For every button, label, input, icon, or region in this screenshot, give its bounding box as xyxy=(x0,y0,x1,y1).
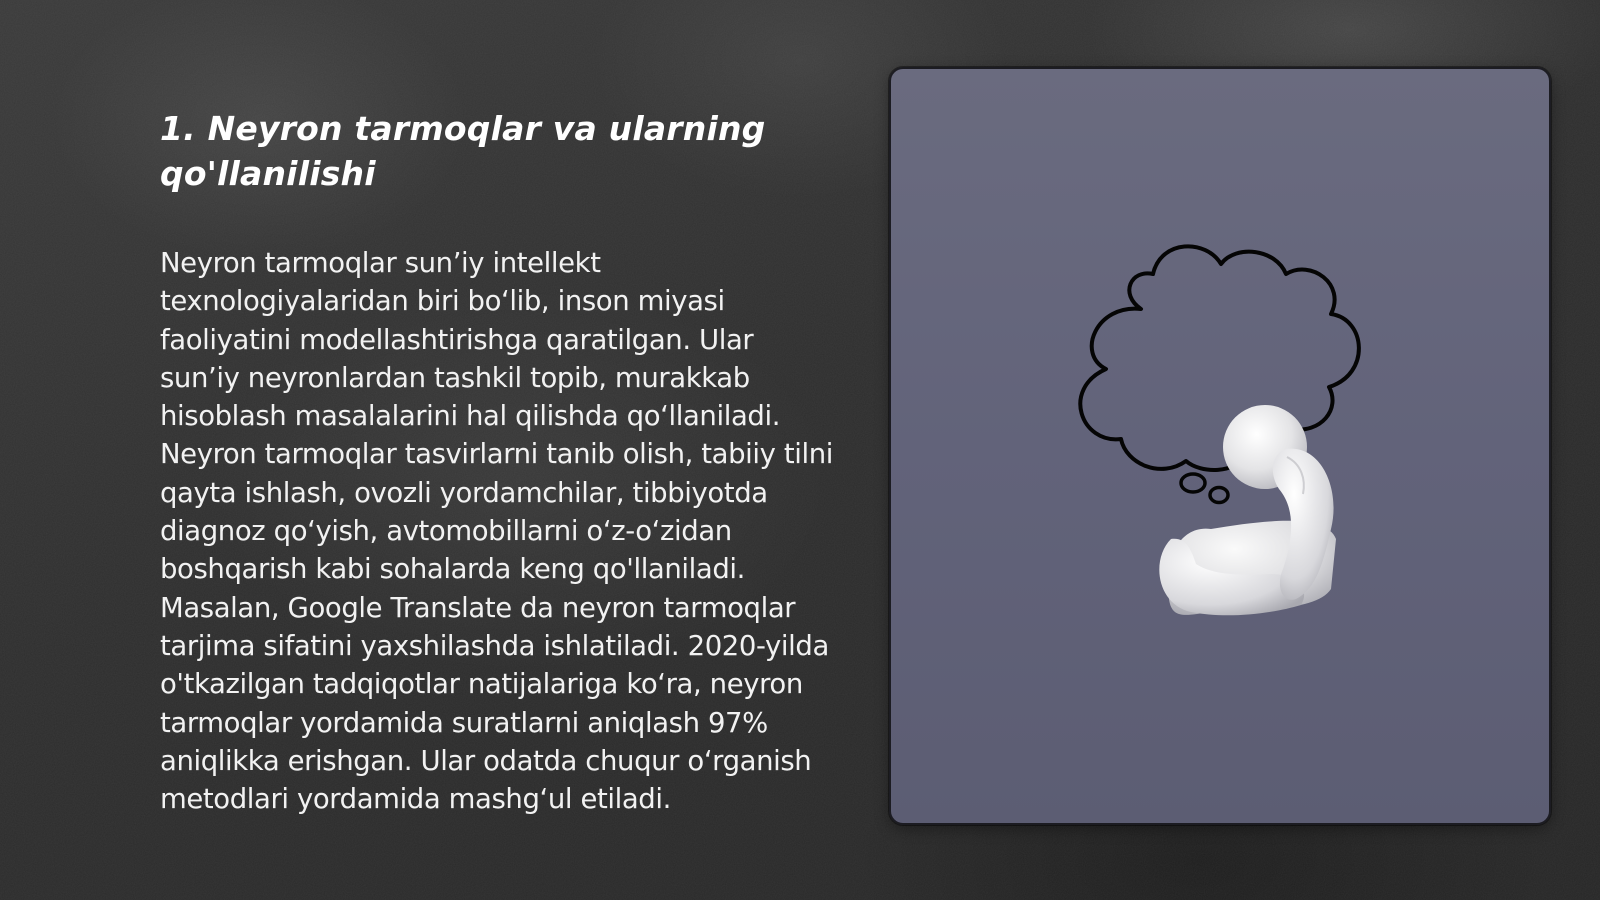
illustration-panel xyxy=(889,67,1551,825)
slide-title: 1. Neyron tarmoqlar va ularning qo'llanilishi xyxy=(160,109,766,193)
slide-body-text: Neyron tarmoqlar sun’iy intellekt texnologiyalaridan biri bo‘lib, inson miyasi faoliyatini modellashtirishga qaratilgan. Ular sun’iy neyronlardan tashkil topib, murakkab hisoblash masalalarini hal qilishda qo‘llaniladi. Neyron tarmoqlar tasvirlarni tanib olish, tabiiy tilni qayta ishlash, ovozli yordamchilar, tibbiyotda diagnoz qo‘yish, avtomobillarni o‘z-o‘zidan boshqarish kabi sohalarda keng qo'llaniladi. Masalan, Google Translate da neyron tarmoqlar tarjima sifatini yaxshilashda ishlatiladi. 2020-yilda o'tkazilgan tadqiqotlar natijalariga ko‘ra, neyron tarmoqlar yordamida suratlarni aniqlash 97% aniqlikka erishgan. Ular odatda chuqur o‘rganish metodlari yordamida mashg‘ul etiladi. xyxy=(160,247,834,816)
thought-bubble-small-2 xyxy=(1210,488,1228,503)
thought-cloud xyxy=(1080,246,1359,470)
thought-bubble-small-1 xyxy=(1181,474,1205,492)
thinking-person-with-thought-bubble-icon xyxy=(891,69,1549,823)
